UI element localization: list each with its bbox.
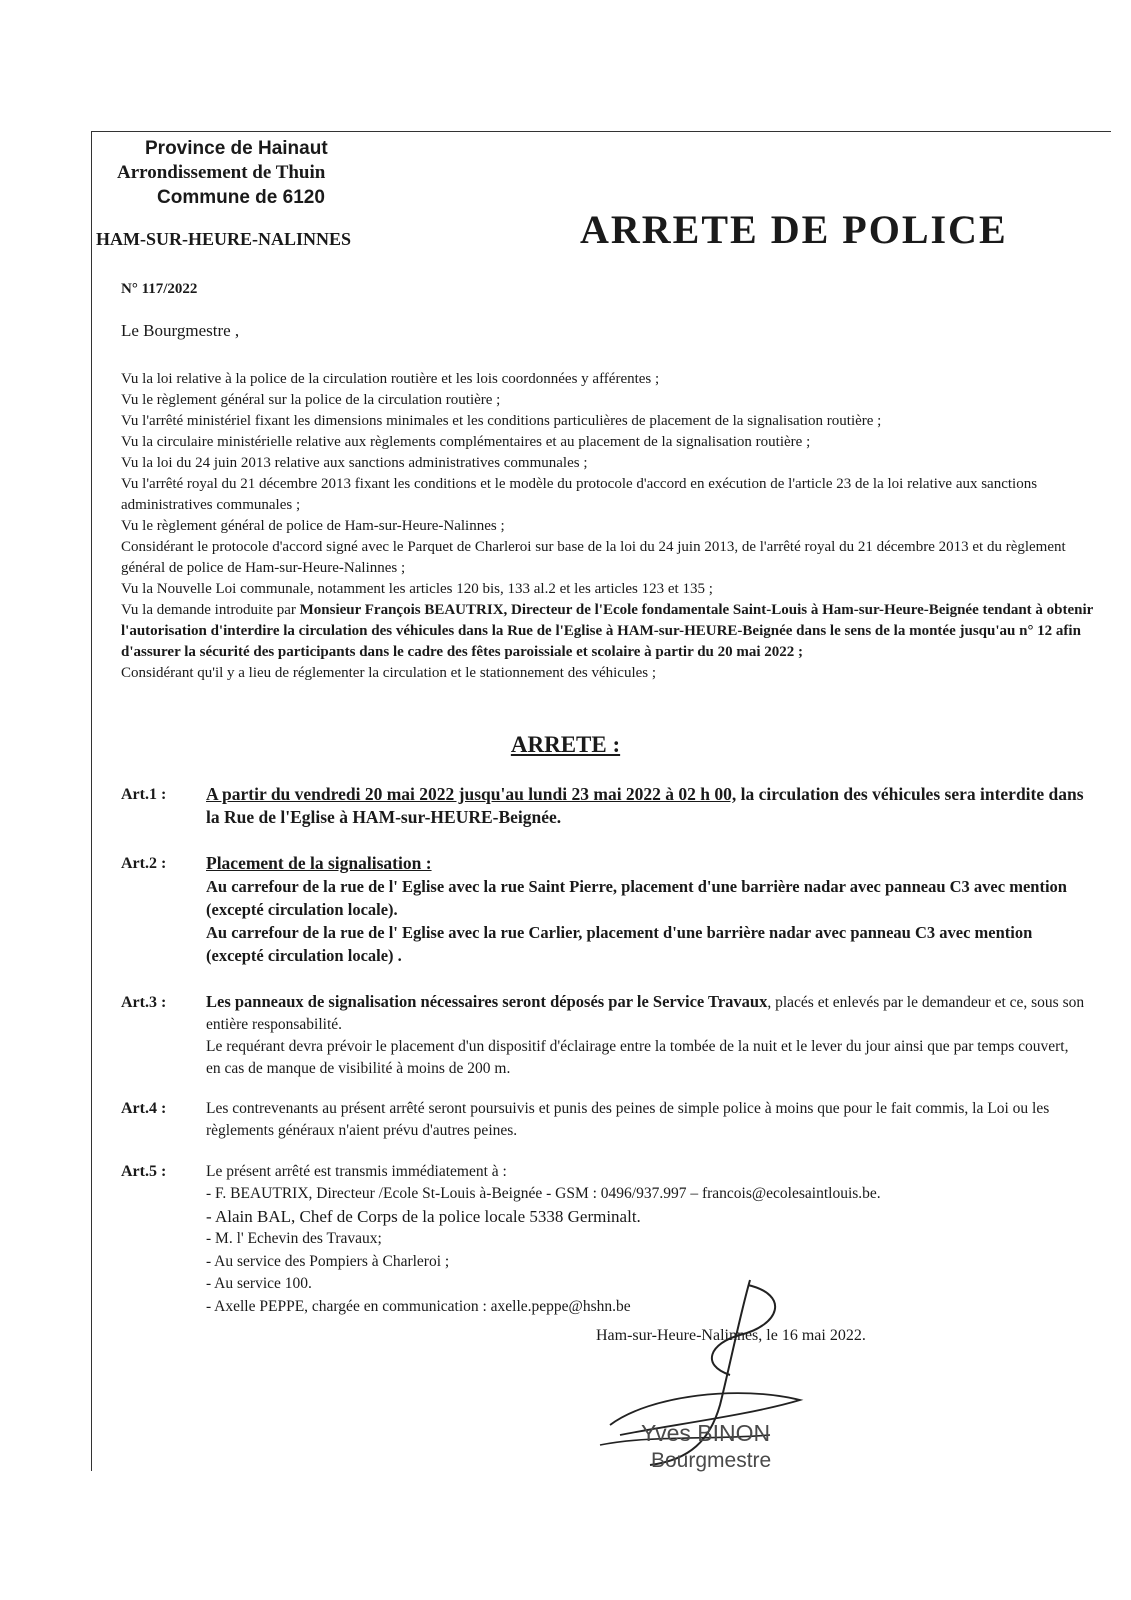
frame-left-border [91, 131, 92, 1471]
article-4-text: Les contrevenants au présent arrêté seront poursuivis et punis des peines de simple police à moins que pour le fait commis, la Loi ou les règlements généraux n'aient prévu d'autres peines. [206, 1100, 1050, 1139]
article-3-bold: Les panneaux de signalisation nécessaires seront déposés par le Service Travaux [206, 992, 768, 1011]
considerant-item: Vu le règlement général de police de Ham-sur-Heure-Nalinnes ; [121, 518, 505, 534]
article-label: Art.5 : [121, 1163, 167, 1180]
arrete-number: N° 117/2022 [121, 281, 198, 297]
considerant-item: Vu la circulaire ministérielle relative aux règlements complémentaires et au placement de la signalisation routière ; [121, 434, 811, 450]
considerant-item: Vu la loi du 24 juin 2013 relative aux sanctions administratives communales ; [121, 455, 588, 471]
header-arrondissement: Arrondissement de Thuin [117, 162, 326, 183]
article-label: Art.1 : [121, 786, 167, 803]
arrete-heading: ARRETE : [510, 732, 621, 757]
article-label: Art.4 : [121, 1100, 167, 1117]
header-province: Province de Hainaut [145, 138, 328, 159]
considerant-item: Considérant le protocole d'accord signé avec le Parquet de Charleroi sur base de la loi du 24 juin 2013, de l'arrêté royal du 21 décembre 2013 et du règlement général de police de Ham-sur-Heure-Nalinnes ; [121, 539, 1066, 576]
considerant-item: Vu l'arrêté royal du 21 décembre 2013 fixant les conditions et le modèle du protocole d'accord en exécution de l'article 23 de la loi relative aux sanctions administratives communales ; [121, 476, 1038, 513]
header-town: HAM-SUR-HEURE-NALINNES [96, 229, 352, 249]
article-2-line: Au carrefour de la rue de l' Eglise avec la rue Saint Pierre, placement d'une barrière nadar avec panneau C3 avec mention (excepté circulation locale). [206, 877, 1067, 919]
article-5-intro: Le présent arrêté est transmis immédiatement à : [206, 1163, 507, 1180]
stamp-name: Yves BINON [641, 1420, 771, 1446]
document-title: ARRETE DE POLICE [580, 207, 1008, 252]
place-and-date: Ham-sur-Heure-Nalinnes, le 16 mai 2022. [596, 1327, 866, 1344]
recipient-item: - Alain BAL, Chef de Corps de la police locale 5338 Germinalt. [206, 1206, 641, 1226]
considerant-item: Vu la Nouvelle Loi communale, notamment les articles 120 bis, 133 al.2 et les articles 123 et 135 ; [121, 581, 713, 597]
demande-considerant [121, 600, 1106, 663]
article-1-period: A partir du vendredi 20 mai 2022 jusqu'au lundi 23 mai 2022 à 02 h 00, [206, 784, 737, 804]
stamp-role: Bourgmestre [651, 1449, 772, 1472]
considerants-block [121, 369, 1106, 684]
article-3-line: Le requérant devra prévoir le placement d'un dispositif d'éclairage entre la tombée de la nuit et le lever du jour ainsi que par temps couvert, en cas de manque de visibilité à moins de 200 m. [206, 1038, 1069, 1077]
article-2-heading: Placement de la signalisation : [206, 853, 432, 873]
recipient-item: - Axelle PEPPE, chargée en communication : axelle.peppe@hshn.be [206, 1297, 631, 1315]
article-1-text: la circulation des véhicules sera interdite dans la Rue de l'Eglise à HAM-sur-HEURE-Beignée. [206, 784, 1084, 827]
considerant-final: Considérant qu'il y a lieu de réglementer la circulation et le stationnement des véhicules ; [121, 665, 657, 681]
article-label: Art.2 : [121, 855, 167, 872]
article-label: Art.3 : [121, 994, 167, 1011]
article-2-line: Au carrefour de la rue de l' Eglise avec la rue Carlier, placement d'une barrière nadar avec panneau C3 avec mention (excepté circulation locale) . [206, 923, 1033, 965]
article-3-text: , placés et enlevés par le demandeur et ce, sous son entière responsabilité. [206, 994, 1085, 1033]
recipient-item: - F. BEAUTRIX, Directeur /Ecole St-Louis à-Beignée - GSM : 0496/937.997 – francois@ecolesaintlouis.be. [206, 1185, 881, 1202]
header-commune: Commune de 6120 [157, 187, 325, 208]
considerant-item: Vu l'arrêté ministériel fixant les dimensions minimales et les conditions particulières de placement de la signalisation routière ; [121, 413, 882, 429]
recipient-item: - Au service des Pompiers à Charleroi ; [206, 1252, 450, 1270]
considerant-item: Vu la loi relative à la police de la circulation routière et les lois coordonnées y afférentes ; [121, 371, 660, 387]
demande-intro: Vu la demande introduite par [121, 602, 300, 618]
recipient-item: - M. l' Echevin des Travaux; [206, 1230, 382, 1247]
frame-top-border [91, 131, 1111, 132]
salutation: Le Bourgmestre , [121, 321, 240, 340]
demande-detail: Monsieur François BEAUTRIX, Directeur de l'Ecole fondamentale Saint-Louis à Ham-sur-Heure-Beignée tendant à obtenir l'autorisation d'interdire la circulation des véhicules dans la Rue de l'Eglise à HAM-sur-HEURE-Beignée dans le sens de la montée jusqu'au n° 12 afin d'assurer la sécurité des participants dans le cadre des fêtes paroissiale et scolaire à partir du 20 mai 2022 ; [121, 602, 1094, 660]
considerant-item: Vu le règlement général sur la police de la circulation routière ; [121, 392, 501, 408]
recipient-item: - Au service 100. [206, 1275, 312, 1292]
